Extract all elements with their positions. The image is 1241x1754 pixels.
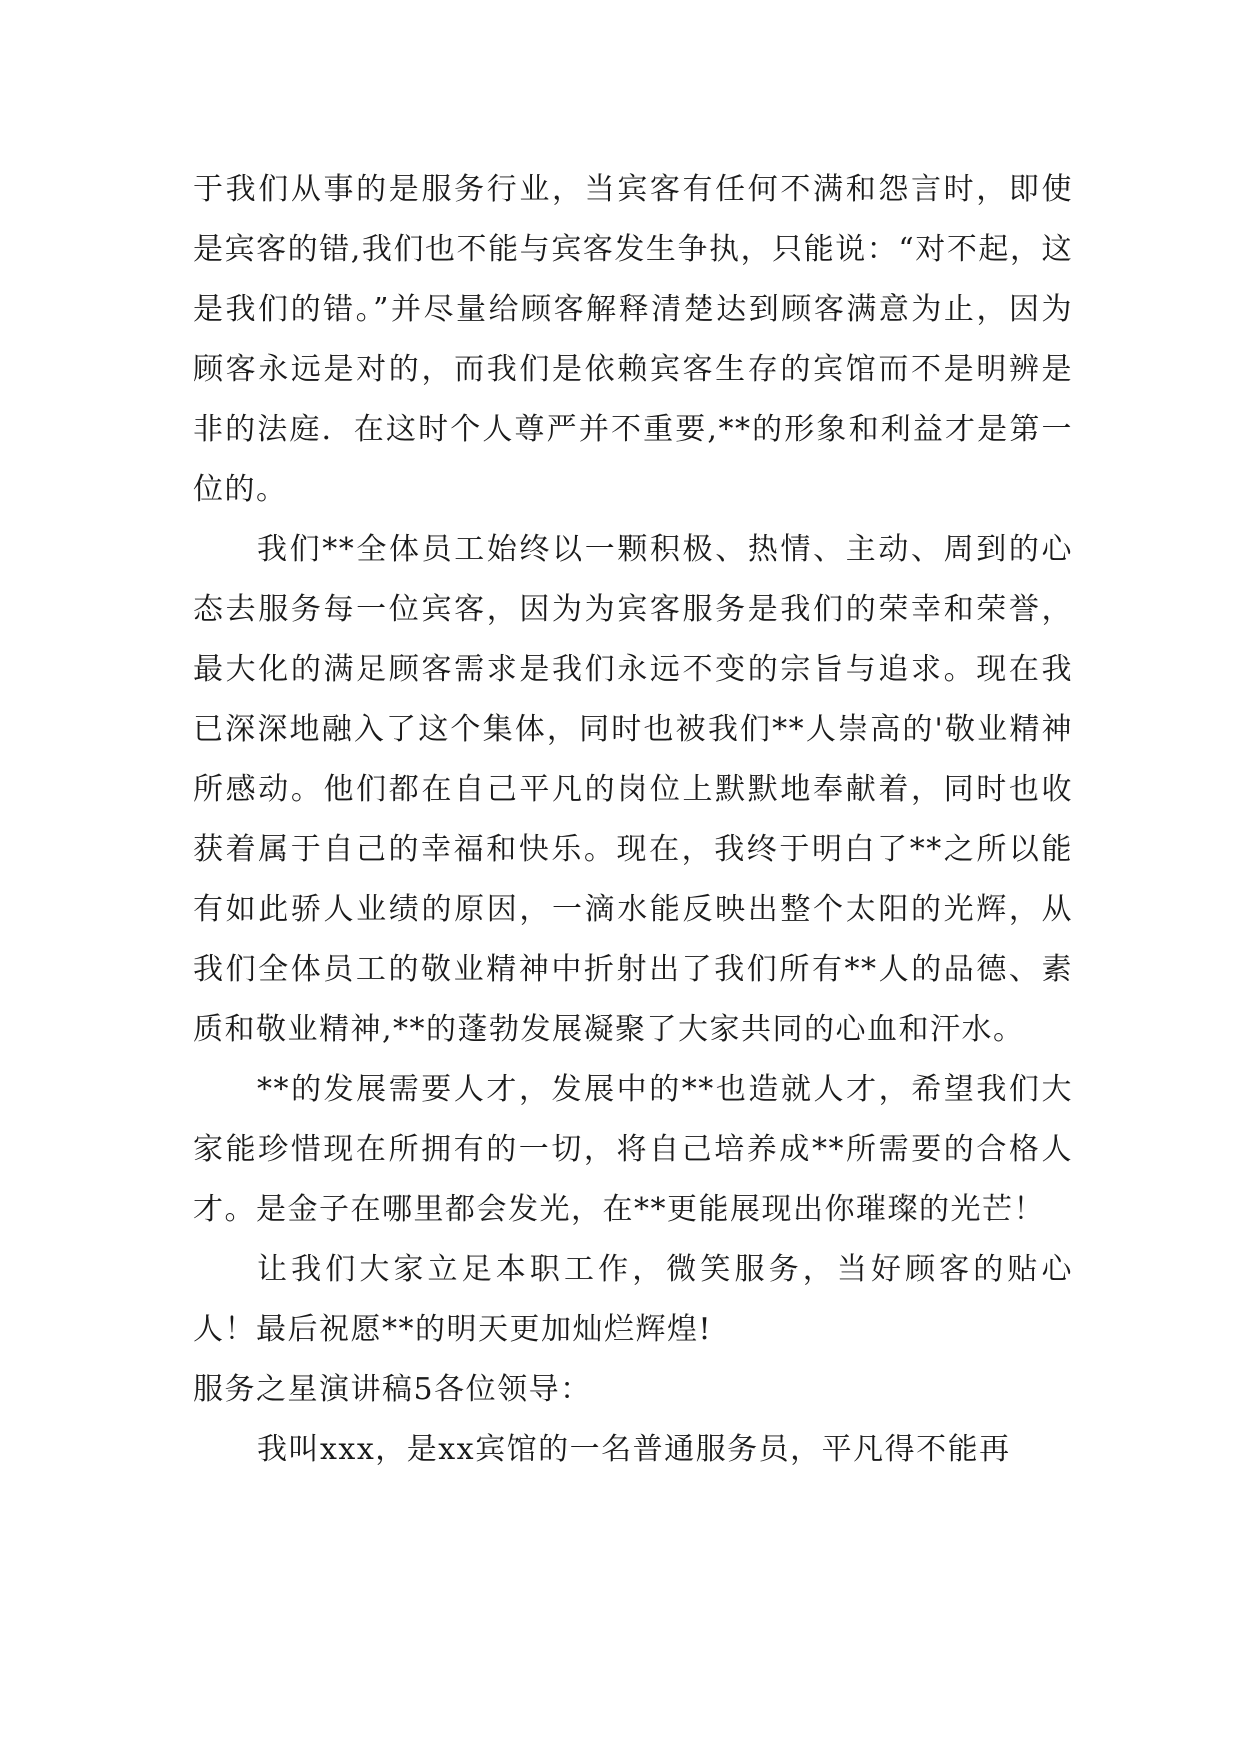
paragraph-introduction: 我叫xxx，是xx宾馆的一名普通服务员，平凡得不能再 (257, 1432, 1011, 1467)
paragraph-closing: 让我们大家立足本职工作，微笑服务，当好顾客的贴心人！最后祝愿**的明天更加灿烂辉煌! (193, 1252, 1073, 1347)
document-body (193, 160, 1073, 1480)
paragraph-continuation: 于我们从事的是服务行业，当宾客有任何不满和怨言时，即使是宾客的错,我们也不能与宾客发生争执，只能说：“对不起，这是我们的错。”并尽量给顾客解释清楚达到顾客满意为止，因为顾客永远是对的，而我们是依赖宾客生存的宾馆而不是明辨是非的法庭．在这时个人尊严并不重要,**的形象和利益才是第一位的。 (193, 172, 1073, 507)
paragraph-staff-attitude: 我们**全体员工始终以一颗积极、热情、主动、周到的心态去服务每一位宾客，因为为宾客服务是我们的荣幸和荣誉，最大化的满足顾客需求是我们永远不变的宗旨与追求。现在我已深深地融入了这个集体，同时也被我们**人崇高的'敬业精神所感动。他们都在自己平凡的岗位上默默地奉献着，同时也收获着属于自己的幸福和快乐。现在，我终于明白了**之所以能有如此骄人业绩的原因，一滴水能反映出整个太阳的光辉，从我们全体员工的敬业精神中折射出了我们所有**人的品德、素质和敬业精神,**的蓬勃发展凝聚了大家共同的心血和汗水。 (193, 532, 1073, 1047)
section-heading: 服务之星演讲稿5各位领导： (193, 1372, 592, 1407)
paragraph-talent: **的发展需要人才，发展中的**也造就人才，希望我们大家能珍惜现在所拥有的一切，将自己培养成**所需要的合格人才。是金子在哪里都会发光，在**更能展现出你璀璨的光芒！ (193, 1072, 1073, 1227)
